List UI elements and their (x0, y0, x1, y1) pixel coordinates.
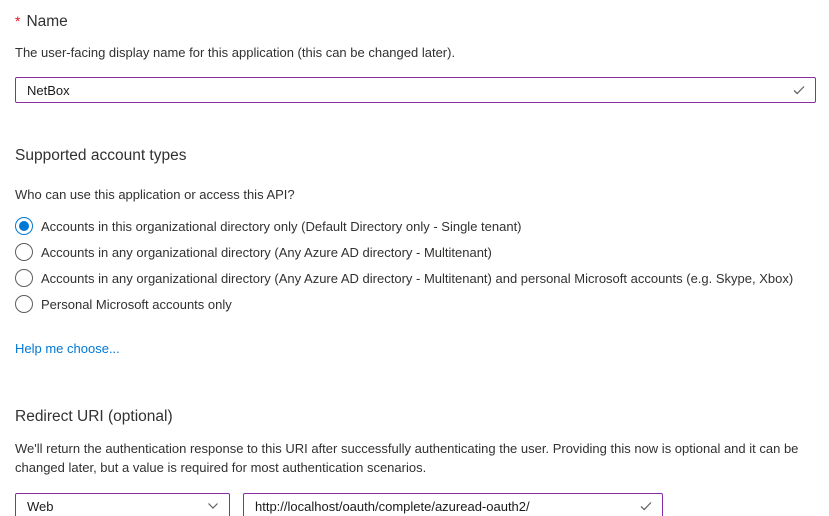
help-me-choose-link[interactable]: Help me choose... (15, 341, 120, 356)
platform-select-value: Web (27, 498, 54, 514)
name-input[interactable] (16, 79, 791, 101)
required-asterisk: * (15, 13, 21, 29)
account-types-heading: Supported account types (15, 147, 187, 164)
radio-button-icon[interactable] (15, 295, 33, 313)
redirect-uri-controls (15, 493, 816, 516)
account-type-option-personal-only[interactable] (15, 291, 816, 317)
redirect-uri-input[interactable] (244, 495, 638, 516)
name-description: The user-facing display name for this application (this can be changed later). (15, 45, 456, 60)
name-label: Name (26, 13, 68, 30)
name-section-heading (15, 11, 816, 32)
account-types-question: Who can use this application or access this API? (15, 187, 295, 202)
account-type-option-label: Accounts in this organizational directory only (Default Directory only - Single tenant) (41, 218, 522, 234)
checkmark-icon (638, 498, 654, 514)
account-type-option-single-tenant[interactable] (15, 213, 816, 239)
account-type-option-label: Personal Microsoft accounts only (41, 296, 232, 312)
account-type-option-multitenant[interactable] (15, 239, 816, 265)
platform-select[interactable] (15, 493, 230, 516)
account-type-option-label: Accounts in any organizational directory (Any Azure AD directory - Multitenant) (41, 244, 492, 260)
radio-button-icon[interactable] (15, 217, 33, 235)
redirect-uri-description: We'll return the authentication response to this URI after successfully authenticating the user. Providing this now is optional and it can be changed later, but a value is required for most authentication scenarios. (15, 441, 799, 475)
account-type-option-multitenant-personal[interactable] (15, 265, 816, 291)
radio-button-icon[interactable] (15, 243, 33, 261)
radio-button-icon[interactable] (15, 269, 33, 287)
checkmark-icon (791, 82, 807, 98)
account-type-option-label: Accounts in any organizational directory (Any Azure AD directory - Multitenant) and personal Microsoft accounts (e.g. Skype, Xbox) (41, 270, 794, 286)
chevron-down-icon (205, 498, 221, 514)
redirect-uri-input-field[interactable] (243, 493, 663, 516)
redirect-uri-heading: Redirect URI (optional) (15, 408, 173, 425)
account-types-radio-group (15, 213, 816, 317)
name-input-field[interactable] (15, 77, 816, 103)
